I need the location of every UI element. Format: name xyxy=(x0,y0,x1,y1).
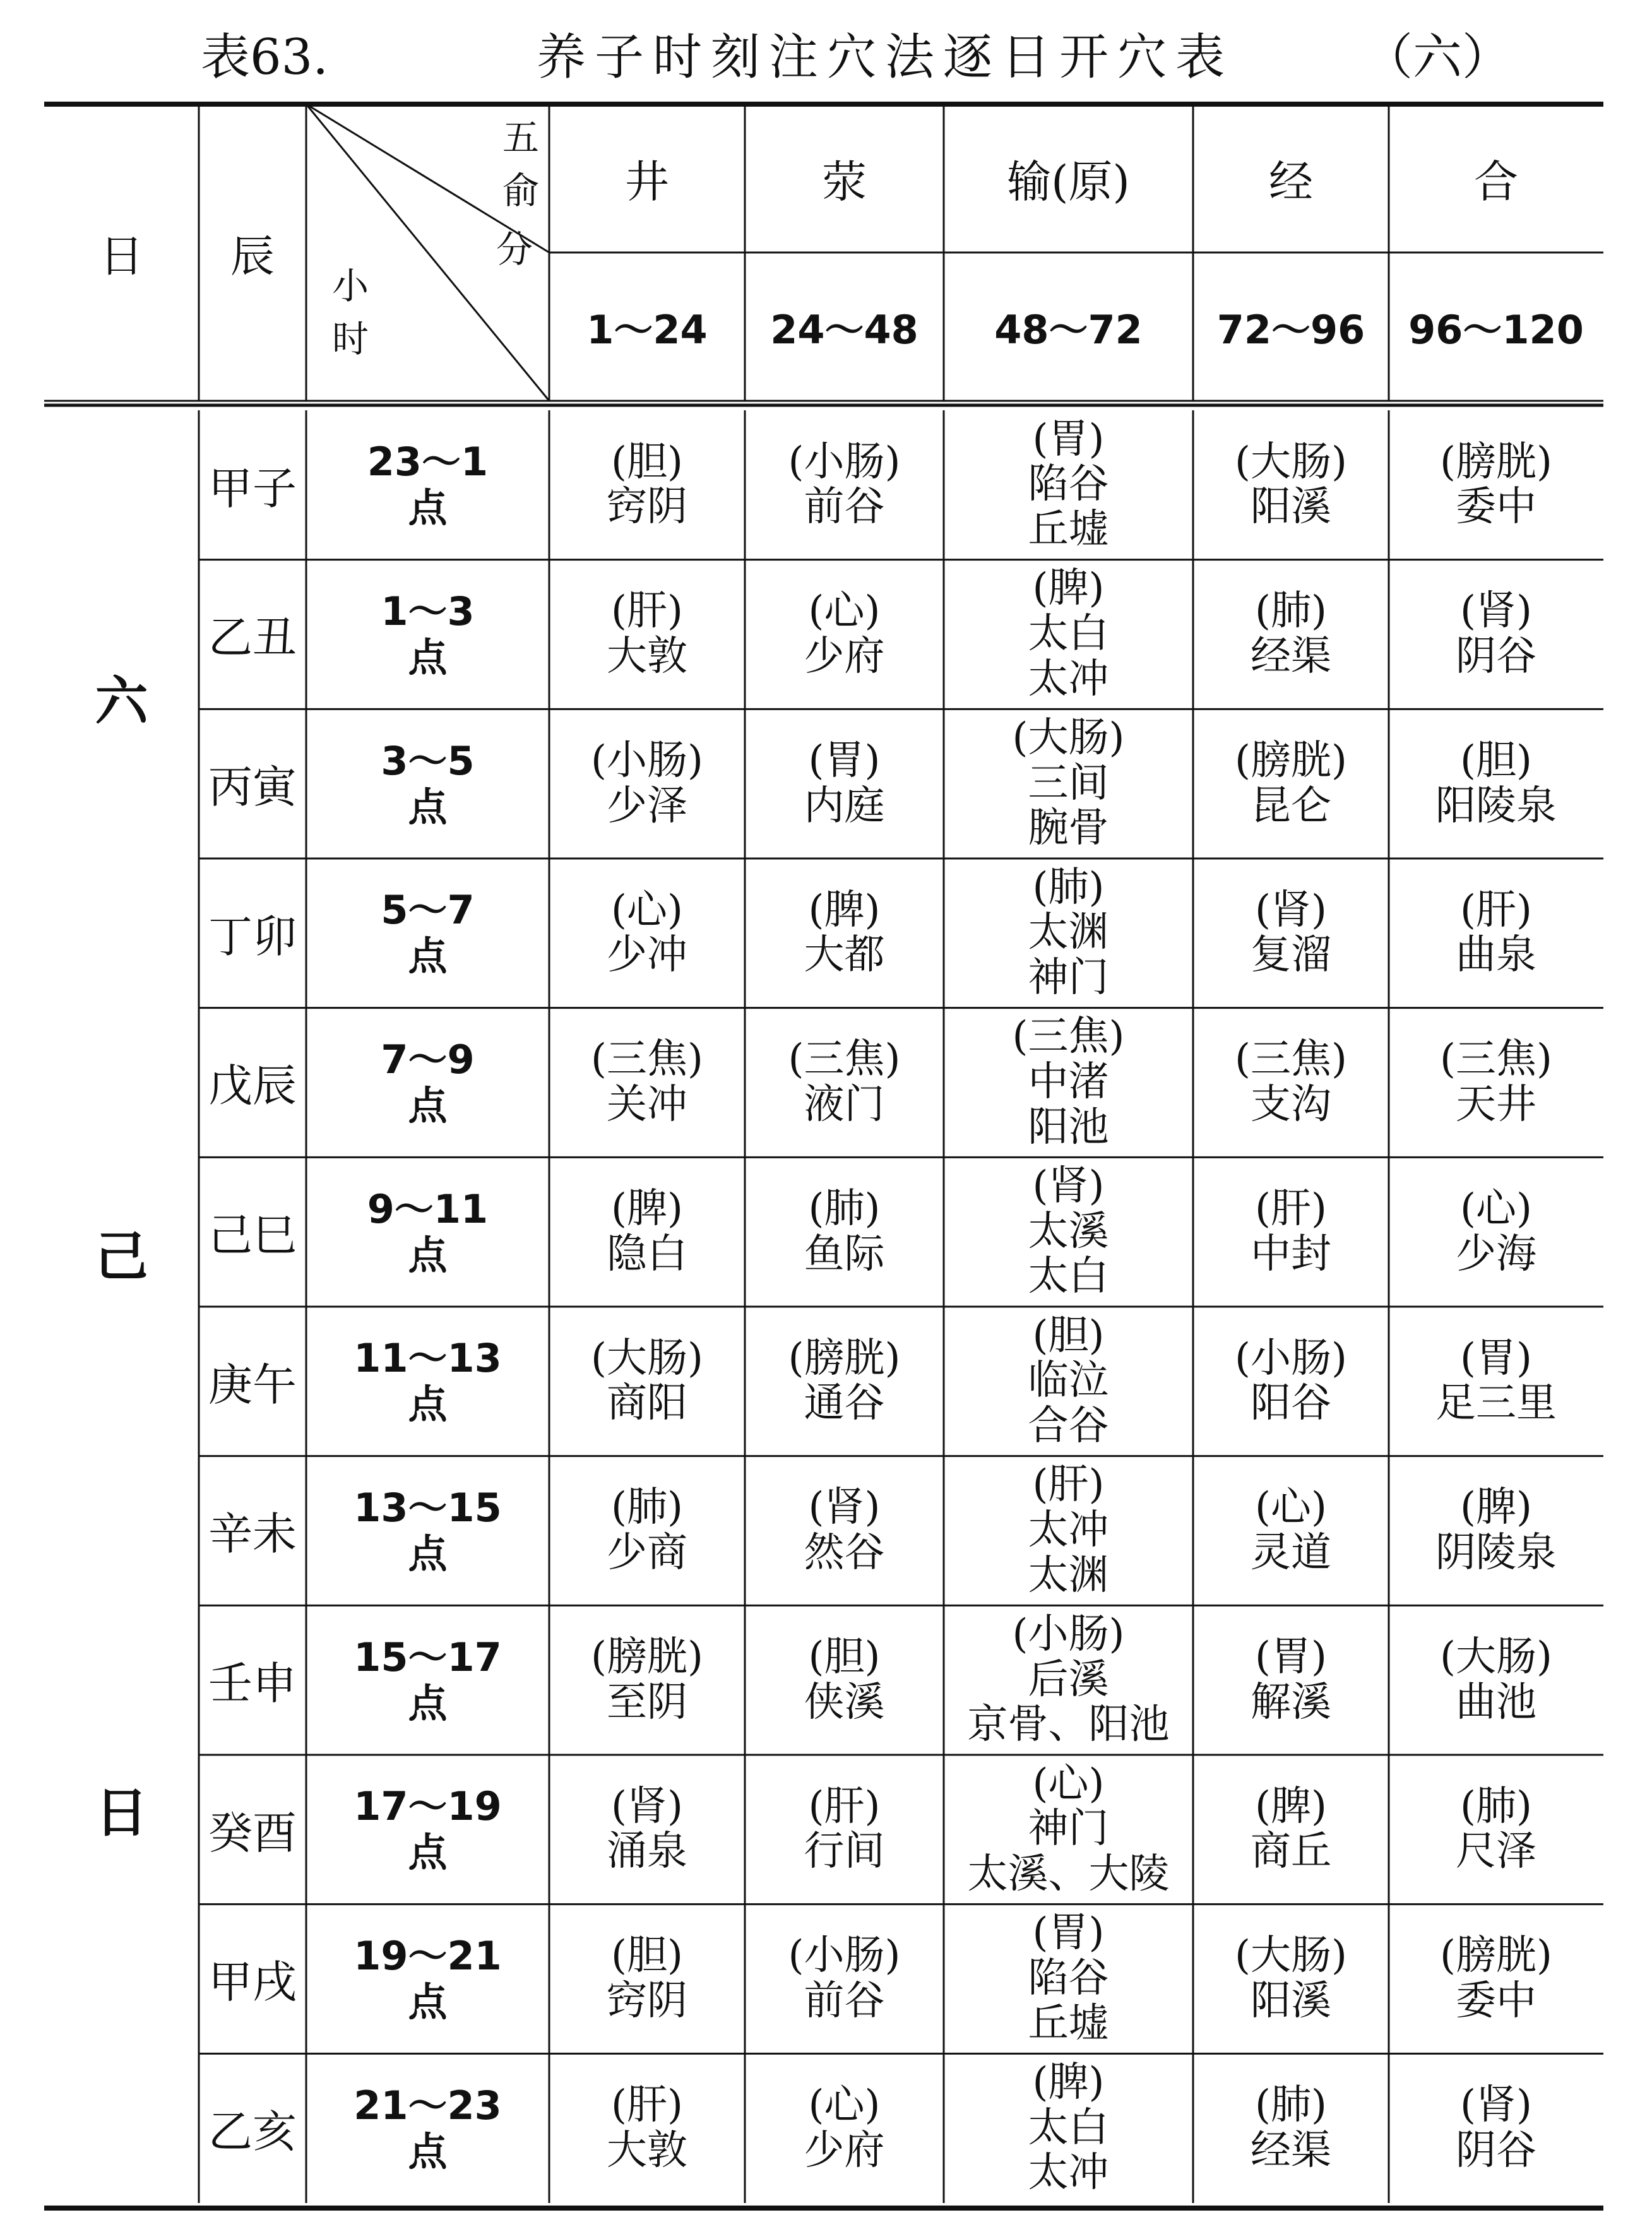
header-day: 日 xyxy=(99,230,144,282)
acupoint-cell: (大肠) 阳溪 xyxy=(1235,1932,1347,2024)
acupoint-cell: (胆) 窍阴 xyxy=(607,1932,687,2024)
row-time: 3～5 点 xyxy=(381,737,475,830)
acupoint-cell: (膀胱) 通谷 xyxy=(788,1334,901,1427)
row-time: 11～13 点 xyxy=(354,1335,502,1428)
header-diag-left: 小 时 xyxy=(331,264,369,360)
acupoint-cell: (大肠) 商阳 xyxy=(591,1334,703,1427)
acupoint-cell: (心) 神门 太溪、大陵 xyxy=(967,1760,1170,1898)
acupoint-cell: (肝) 大敦 xyxy=(607,2081,687,2174)
acupoint-cell: (胆) 临泣 合谷 xyxy=(1028,1312,1109,1450)
acupoint-cell: (脾) 太白 太冲 xyxy=(1028,565,1109,703)
row-time: 9～11 点 xyxy=(367,1185,489,1278)
row-day: 丙寅 xyxy=(208,761,297,814)
row-day: 壬申 xyxy=(208,1658,297,1710)
row-day: 癸酉 xyxy=(208,1807,297,1859)
row-time: 19～21 点 xyxy=(354,1932,502,2025)
row-label-char: 六 xyxy=(95,670,148,732)
acupoint-cell: (胃) 解溪 xyxy=(1251,1633,1331,1726)
acupoint-cell: (三焦) 液门 xyxy=(788,1036,901,1128)
table-number: 表63. xyxy=(201,29,329,86)
acupoint-cell: (膀胱) 至阴 xyxy=(591,1633,703,1726)
acupoint-cell: (大肠) 三间 腕骨 xyxy=(1012,715,1125,852)
row-label-char: 日 xyxy=(95,1781,148,1844)
acupoint-cell: (膀胱) 委中 xyxy=(1440,1932,1552,2024)
row-day: 辛未 xyxy=(208,1508,297,1560)
acupoint-cell: (肝) 曲泉 xyxy=(1456,886,1536,979)
header-range-1: 24～48 xyxy=(770,307,918,353)
acupoint-cell: (心) 少海 xyxy=(1456,1185,1536,1278)
acupoint-cell: (膀胱) 昆仑 xyxy=(1235,737,1347,829)
row-day: 庚午 xyxy=(208,1358,297,1411)
acupoint-cell: (心) 灵道 xyxy=(1251,1484,1331,1576)
header-range-3: 72～96 xyxy=(1216,307,1365,353)
header-diag-top: 五 俞 xyxy=(502,116,539,212)
row-time: 21～23 点 xyxy=(354,2082,502,2175)
acupoint-cell: (肝) 大敦 xyxy=(607,588,687,680)
row-time: 7～9 点 xyxy=(381,1036,475,1129)
row-day: 乙丑 xyxy=(208,612,297,664)
table-caption: 养子时刻注穴法逐日开穴表 xyxy=(537,29,1234,86)
acupoint-cell: (三焦) 中渚 阳池 xyxy=(1012,1013,1125,1151)
header-range-2: 48～72 xyxy=(994,307,1143,353)
acupoint-cell: (小肠) 前谷 xyxy=(788,1932,901,2024)
acupoint-cell: (心) 少府 xyxy=(804,2081,885,2174)
header-diag-right: 分 xyxy=(496,228,533,271)
header-col-4: 合 xyxy=(1474,156,1518,208)
row-day: 乙亥 xyxy=(208,2106,297,2158)
acupoint-cell: (小肠) 少泽 xyxy=(591,737,703,829)
acupoint-cell: (脾) 商丘 xyxy=(1251,1783,1331,1875)
acupoint-cell: (小肠) 后溪 京骨、阳池 xyxy=(967,1611,1170,1749)
acupoint-cell: (胃) 足三里 xyxy=(1435,1334,1557,1427)
acupoint-cell: (脾) 大都 xyxy=(804,886,885,979)
acupoint-cell: (肺) 鱼际 xyxy=(804,1185,885,1278)
acupoint-cell: (肺) 少商 xyxy=(607,1484,687,1576)
row-time: 17～19 点 xyxy=(354,1783,502,1876)
acupoint-cell: (三焦) 支沟 xyxy=(1235,1036,1347,1128)
acupoint-cell: (大肠) 阳溪 xyxy=(1235,438,1347,531)
acupoint-cell: (肝) 中封 xyxy=(1251,1185,1331,1278)
header-branch: 辰 xyxy=(230,230,275,282)
row-time: 13～15 点 xyxy=(354,1484,502,1577)
acupoint-cell: (心) 少冲 xyxy=(607,886,687,979)
acupoint-cell: (三焦) 天井 xyxy=(1440,1036,1552,1128)
row-day: 己巳 xyxy=(208,1209,297,1262)
acupoint-cell: (肾) 太溪 太白 xyxy=(1028,1163,1109,1300)
acupoint-cell: (大肠) 曲池 xyxy=(1440,1633,1552,1726)
header-col-3: 经 xyxy=(1269,156,1313,208)
row-day: 甲子 xyxy=(208,462,297,514)
acupoint-cell: (肝) 行间 xyxy=(804,1783,885,1875)
row-time: 23～1 点 xyxy=(367,439,489,532)
acupoint-cell: (脾) 隐白 xyxy=(607,1185,687,1278)
table-part: （六） xyxy=(1364,29,1512,86)
acupoint-cell: (肺) 经渠 xyxy=(1251,2081,1331,2174)
header-range-0: 1～24 xyxy=(586,307,708,353)
row-label-char: 己 xyxy=(95,1226,148,1288)
acupoint-cell: (肺) 尺泽 xyxy=(1456,1783,1536,1875)
acupoint-cell: (胃) 陷谷 丘墟 xyxy=(1028,1909,1109,2047)
acupoint-cell: (肾) 阴谷 xyxy=(1456,588,1536,680)
acupoint-cell: (肾) 涌泉 xyxy=(607,1783,687,1875)
acupoint-cell: (胆) 侠溪 xyxy=(804,1633,885,1726)
acupoint-cell: (胃) 内庭 xyxy=(804,737,885,829)
row-day: 甲戌 xyxy=(208,1956,297,2009)
acupoint-cell: (肝) 太冲 太渊 xyxy=(1028,1461,1109,1599)
header-range-4: 96～120 xyxy=(1408,307,1584,353)
row-day: 丁卯 xyxy=(208,910,297,963)
header-col-2: 输(原) xyxy=(1007,156,1130,208)
acupoint-cell: (肺) 经渠 xyxy=(1251,588,1331,680)
header-col-0: 井 xyxy=(625,156,669,208)
acupoint-cell: (肾) 然谷 xyxy=(804,1484,885,1576)
acupoint-cell: (胆) 阳陵泉 xyxy=(1435,737,1557,829)
acupoint-cell: (胆) 窍阴 xyxy=(607,438,687,531)
acupoint-cell: (脾) 太白 太冲 xyxy=(1028,2059,1109,2197)
acupoint-cell: (膀胱) 委中 xyxy=(1440,438,1552,531)
acupoint-cell: (肺) 太渊 神门 xyxy=(1028,864,1109,1002)
header-col-1: 荥 xyxy=(822,156,867,208)
acupoint-cell: (脾) 阴陵泉 xyxy=(1435,1484,1557,1576)
acupoint-cell: (三焦) 关冲 xyxy=(591,1036,703,1128)
row-time: 1～3 点 xyxy=(381,588,475,680)
acupoint-cell: (胃) 陷谷 丘墟 xyxy=(1028,415,1109,554)
row-day: 戊辰 xyxy=(208,1060,297,1112)
acupoint-cell: (肾) 复溜 xyxy=(1251,886,1331,979)
acupoint-cell: (小肠) 阳谷 xyxy=(1235,1334,1347,1427)
row-time: 15～17 点 xyxy=(354,1634,502,1726)
acupoint-cell: (心) 少府 xyxy=(804,588,885,680)
row-time: 5～7 点 xyxy=(381,887,475,980)
acupoint-cell: (肾) 阴谷 xyxy=(1456,2081,1536,2174)
acupoint-cell: (小肠) 前谷 xyxy=(788,438,901,531)
